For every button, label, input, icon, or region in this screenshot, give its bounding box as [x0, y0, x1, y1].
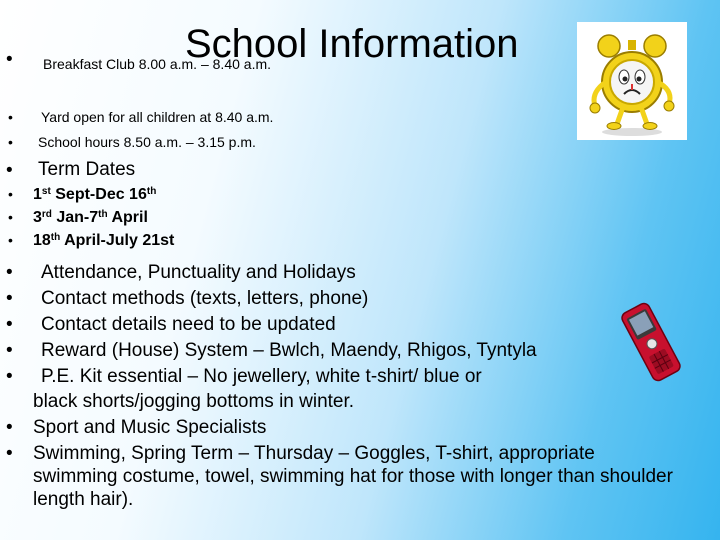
bullet-marker: •: [6, 262, 13, 283]
bullet-marker: •: [6, 340, 13, 361]
bullet-marker: •: [6, 288, 13, 309]
bullet-marker: •: [8, 232, 13, 248]
bullet-swimming-line-1: Swimming, Spring Term – Thursday – Goggles, T-shirt, appropriate: [33, 443, 595, 464]
bullet-pe-kit-line-1: P.E. Kit essential – No jewellery, white t-shirt/ blue or: [41, 366, 482, 387]
bullet-marker: •: [6, 160, 13, 181]
bullet-marker: •: [6, 314, 13, 335]
bullet-pe-kit-line-2: black shorts/jogging bottoms in winter.: [33, 391, 355, 412]
alarm-clock-icon: [577, 22, 687, 140]
bullet-term-dates: Term Dates: [38, 159, 136, 180]
bullet-reward-system: Reward (House) System – Bwlch, Maendy, Rhigos, Tyntyla: [41, 340, 537, 361]
phone-image: [618, 300, 684, 384]
bullet-swimming-line-2: swimming costume, towel, swimming hat for those with longer than shoulder: [33, 466, 673, 487]
bullet-term-2: 3rd Jan-7th April: [33, 209, 148, 226]
bullet-sport-music: Sport and Music Specialists: [33, 417, 267, 438]
bullet-marker: •: [8, 109, 13, 125]
bullet-contact-details: Contact details need to be updated: [41, 314, 336, 335]
bullet-yard-open: Yard open for all children at 8.40 a.m.: [41, 109, 274, 125]
clock-image: [577, 22, 687, 140]
bullet-swimming-line-3: length hair).: [33, 489, 134, 510]
bullet-marker: •: [8, 186, 13, 202]
slide-title: School Information: [185, 22, 519, 66]
bullet-term-3: 18th April-July 21st: [33, 232, 175, 249]
bullet-contact-methods: Contact methods (texts, letters, phone): [41, 288, 369, 309]
bullet-marker: •: [6, 443, 13, 464]
bullet-marker: •: [6, 49, 13, 70]
mobile-phone-icon: [618, 300, 684, 384]
bullet-breakfast-club: Breakfast Club 8.00 a.m. – 8.40 a.m.: [43, 56, 272, 72]
bullet-marker: •: [6, 417, 13, 438]
bullet-term-1: 1st Sept-Dec 16th: [33, 186, 157, 203]
bullet-marker: •: [8, 134, 13, 150]
bullet-marker: •: [6, 366, 13, 387]
bullet-school-hours: School hours 8.50 a.m. – 3.15 p.m.: [38, 134, 256, 150]
bullet-attendance: Attendance, Punctuality and Holidays: [41, 262, 356, 283]
bullet-marker: •: [8, 209, 13, 225]
